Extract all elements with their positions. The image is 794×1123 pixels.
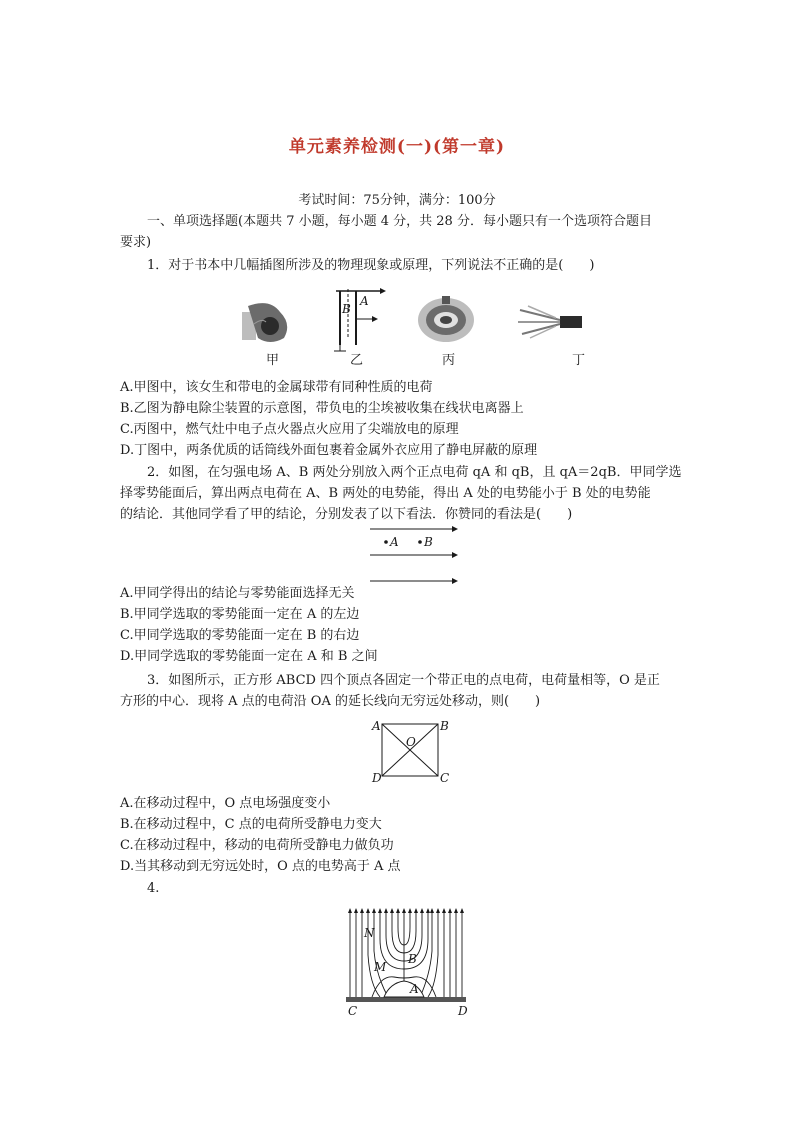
- q1-figure-jia: [240, 298, 300, 348]
- q1-yi-letter-a: A: [360, 294, 369, 308]
- conductor-plate: [346, 997, 466, 1002]
- q2-option-b: B.甲同学选取的零势能面一定在 A 的左边: [120, 607, 360, 622]
- q3-point-c: C: [440, 771, 450, 785]
- q1-label-jia: 甲: [266, 353, 280, 368]
- q2-stem-line3: 的结论．其他同学看了甲的结论，分别发表了以下看法．你赞同的看法是( ): [120, 507, 573, 522]
- q4-field-lines-figure: [344, 905, 470, 1017]
- q2-stem-line2: 择零势能面后，算出两点电荷在 A、B 两处的电势能，得出 A 处的电势能小于 B 处的电势能: [120, 486, 651, 501]
- q1-figure-yi: [328, 287, 388, 353]
- q3-point-a: A: [372, 719, 381, 733]
- q1-stem: 1．对于书本中几幅插图所涉及的物理现象或原理，下列说法不正确的是( ): [147, 258, 595, 273]
- q1-option-a: A.甲图中，该女生和带电的金属球带有同种性质的电荷: [120, 380, 433, 395]
- q3-option-b: B.在移动过程中，C 点的电荷所受静电力变大: [120, 817, 382, 832]
- q4-number: 4.: [147, 881, 160, 896]
- q3-point-d: D: [372, 771, 382, 785]
- q4-point-d: D: [458, 1004, 468, 1018]
- q2-option-a: A.甲同学得出的结论与零势能面选择无关: [120, 586, 355, 601]
- q2-point-a: A: [390, 535, 399, 549]
- q2-point-b: B: [424, 535, 433, 549]
- point-a-dot: [384, 540, 388, 544]
- q2-field-figure: [370, 525, 460, 587]
- section-heading-line1: 一、单项选择题(本题共 7 小题，每小题 4 分，共 28 分．每小题只有一个选项符合题目: [147, 214, 652, 229]
- q3-point-b: B: [440, 719, 449, 733]
- point-b-dot: [418, 540, 422, 544]
- section-heading-line2: 要求): [120, 235, 152, 250]
- q3-stem-line2: 方形的中心．现将 A 点的电荷沿 OA 的延长线向无穷远处移动，则( ): [120, 694, 541, 709]
- q4-point-a: A: [410, 982, 419, 996]
- q2-option-d: D.甲同学选取的零势能面一定在 A 和 B 之间: [120, 649, 378, 664]
- q3-option-d: D.当其移动到无穷远处时，O 点的电势高于 A 点: [120, 859, 401, 874]
- q1-label-yi: 乙: [350, 353, 364, 368]
- q3-option-c: C.在移动过程中，移动的电荷所受静电力做负功: [120, 838, 394, 853]
- q3-stem-line1: 3．如图所示，正方形 ABCD 四个顶点各固定一个带正电的点电荷，电荷量相等，O 是正: [147, 673, 660, 688]
- q2-stem-line1: 2．如图，在匀强电场 A、B 两处分别放入两个正点电荷 qA 和 qB，且 qA＝2qB．甲同学选: [147, 465, 682, 480]
- q3-point-o: O: [406, 735, 416, 749]
- q4-point-b: B: [408, 952, 417, 966]
- q1-option-b: B.乙图为静电除尘装置的示意图，带负电的尘埃被收集在线状电离器上: [120, 401, 524, 416]
- q1-option-d: D.丁图中，两条优质的话筒线外面包裹着金属外衣应用了静电屏蔽的原理: [120, 443, 538, 458]
- metal-sphere-shape: [261, 317, 279, 335]
- exam-info: 考试时间：75分钟，满分：100分: [298, 193, 496, 208]
- q1-yi-letter-b: B: [342, 302, 351, 316]
- page-title: 单元素养检测(一)(第一章): [288, 137, 506, 157]
- q3-square-figure: [370, 718, 450, 786]
- q3-option-a: A.在移动过程中，O 点电场强度变小: [120, 796, 331, 811]
- q2-option-c: C.甲同学选取的零势能面一定在 B 的右边: [120, 628, 360, 643]
- q4-point-m: M: [374, 960, 387, 974]
- mic-plug-shape: [560, 316, 582, 328]
- q4-point-n: N: [364, 926, 375, 940]
- q1-label-bing: 丙: [442, 353, 456, 368]
- q4-point-c: C: [348, 1004, 358, 1018]
- q1-label-ding: 丁: [572, 353, 586, 368]
- q1-figure-ding: [516, 302, 586, 342]
- q1-option-c: C.丙图中，燃气灶中电子点火器点火应用了尖端放电的原理: [120, 422, 459, 437]
- q1-figure-bing: [416, 294, 476, 346]
